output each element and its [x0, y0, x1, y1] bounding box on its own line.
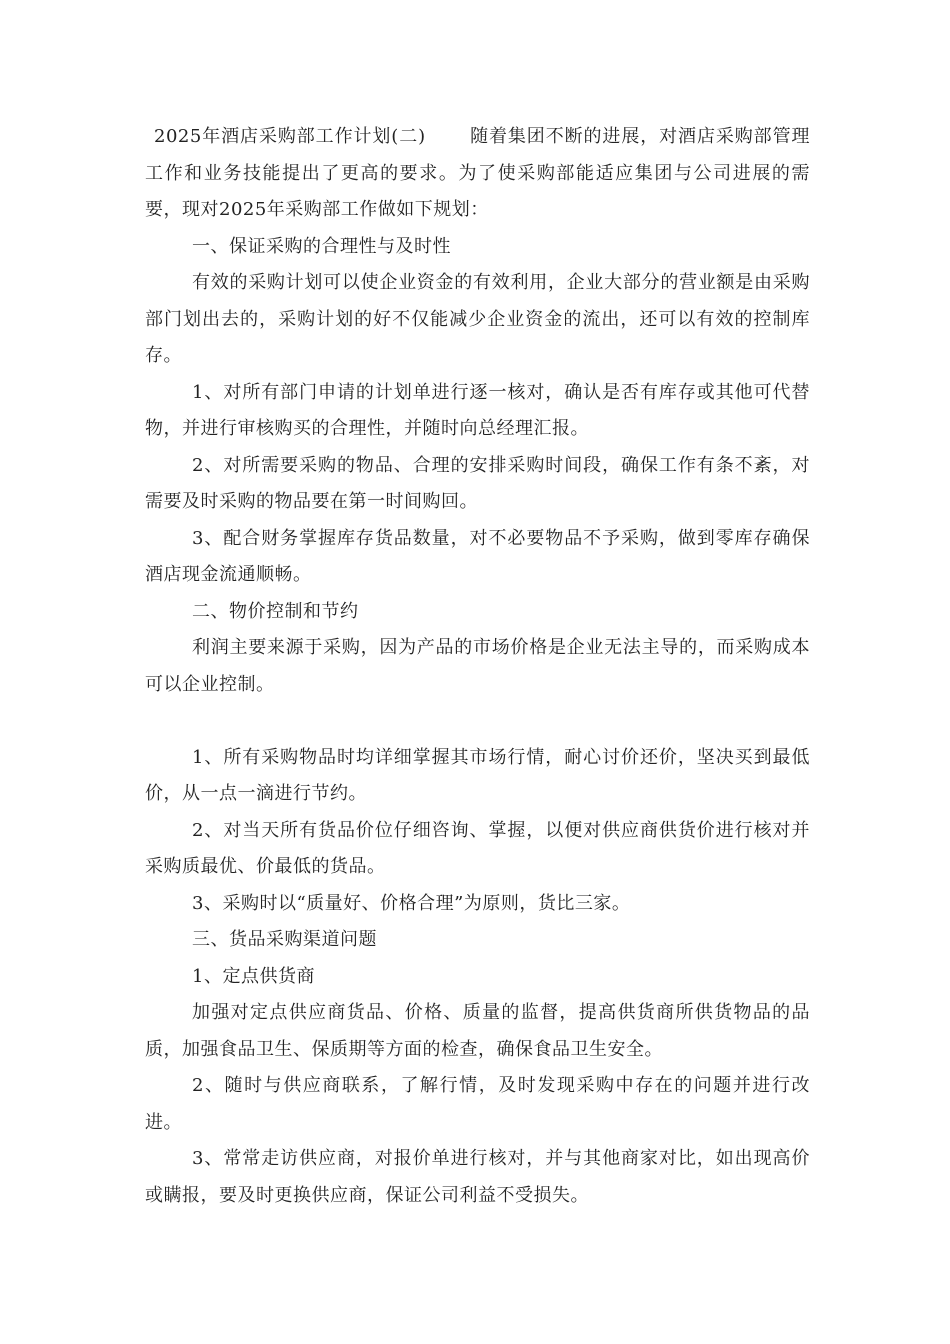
list-item: 1、对所有部门申请的计划单进行逐一核对，确认是否有库存或其他可代替物，并进行审核购买的合理性，并随时向总经理汇报。	[145, 381, 810, 439]
intro-text: 随着集团不断的进展，对酒店采购部管理工作和业务技能提出了更高的要求。为了使采购部能适应集团与公司进展的需要，现对2025年采购部工作做如下规划：	[145, 126, 810, 220]
list-item: 3、采购时以“质量好、价格合理”为原则，货比三家。	[192, 892, 631, 914]
list-item: 3、常常走访供应商，对报价单进行核对，并与其他商家对比，如出现高价或瞒报，要及时更换供应商，保证公司利益不受损失。	[145, 1148, 810, 1206]
title-paragraph	[145, 119, 810, 229]
list-item: 3、配合财务掌握库存货品数量，对不必要物品不予采购，做到零库存确保酒店现金流通顺畅。	[145, 527, 810, 585]
section-heading-2: 二、物价控制和节约	[192, 600, 359, 622]
paragraph: 加强对定点供应商货品、价格、质量的监督，提高供货商所供货物品的品质，加强食品卫生、保质期等方面的检查，确保食品卫生安全。	[145, 1002, 810, 1060]
section-heading-1: 一、保证采购的合理性与及时性	[192, 235, 451, 257]
list-item: 2、随时与供应商联系，了解行情，及时发现采购中存在的问题并进行改进。	[145, 1075, 810, 1133]
document-body	[145, 119, 810, 1214]
list-item: 2、对所需要采购的物品、合理的安排采购时间段，确保工作有条不紊，对需要及时采购的物品要在第一时间购回。	[145, 454, 810, 512]
document-title: 2025年酒店采购部工作计划(二)	[154, 126, 426, 147]
section-heading-3: 三、货品采购渠道问题	[192, 929, 377, 950]
list-item: 1、所有采购物品时均详细掌握其市场行情，耐心讨价还价，坚决买到最低价，从一点一滴进行节约。	[145, 746, 810, 804]
paragraph: 利润主要来源于采购，因为产品的市场价格是企业无法主导的，而采购成本可以企业控制。	[145, 637, 810, 695]
paragraph: 有效的采购计划可以使企业资金的有效利用，企业大部分的营业额是由采购部门划出去的，采购计划的好不仅能减少企业资金的流出，还可以有效的控制库存。	[145, 272, 810, 366]
sub-heading: 1、定点供货商	[192, 965, 315, 987]
list-item: 2、对当天所有货品价位仔细咨询、掌握，以便对供应商供货价进行核对并采购质最优、价最低的货品。	[145, 819, 810, 877]
